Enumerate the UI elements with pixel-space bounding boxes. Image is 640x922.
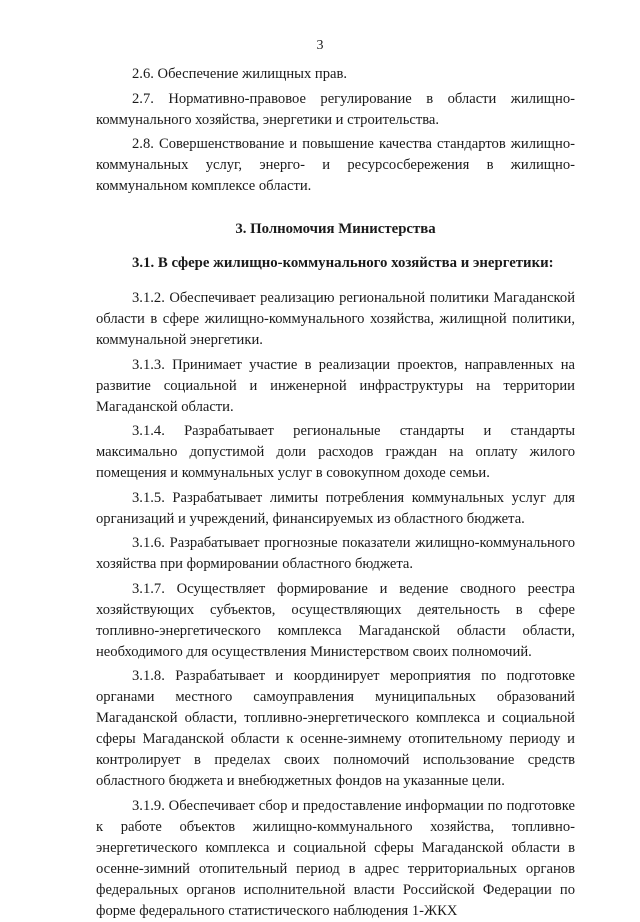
subsection-title: 3.1. В сфере жилищно-коммунального хозяйства и энергетики: xyxy=(132,255,554,271)
clause-3-1-6: 3.1.6. Разрабатывает прогнозные показатели жилищно-коммунального хозяйства при формировании областного бюджета. xyxy=(96,535,575,572)
clause-3-1-7: 3.1.7. Осуществляет формирование и ведение сводного реестра хозяйствующих субъектов, осуществляющих деятельность в сфере топливно-энергетического комплекса Магаданской области области, необходимого для осуществления Министерством своих полномочий. xyxy=(96,580,575,660)
clause-3-1-9: 3.1.9. Обеспечивает сбор и предоставление информации по подготовке к работе объектов жилищно-коммунального хозяйства, топливно-энергетического комплекса и социальной сферы Магаданской области в осенне-зимний отопительный период в адрес территориальных органов федеральных органов исполнительной власти Российской Федерации по форме федерального статистического наблюдения 1-ЖКХ xyxy=(96,797,575,919)
document-body xyxy=(96,64,575,922)
clause-3-1-5: 3.1.5. Разрабатывает лимиты потребления коммунальных услуг для организаций и учреждений, финансируемых из областного бюджета. xyxy=(96,489,575,527)
page-number: 3 xyxy=(316,38,324,53)
paragraph-2-7: 2.7. Нормативно-правовое регулирование в области жилищно-коммунального хозяйства, энергетики и строительства. xyxy=(96,90,575,128)
clause-3-1-4: 3.1.4. Разрабатывает региональные стандарты и стандарты максимально допустимой доли расходов граждан на оплату жилого помещения и коммунальных услуг в совокупном доходе семьи. xyxy=(96,423,575,481)
paragraph-2-8: 2.8. Совершенствование и повышение качества стандартов жилищно-коммунальных услуг, энерго- и ресурсосбережения в жилищно-коммунальном комплексе области. xyxy=(96,136,575,194)
clause-3-1-3: 3.1.3. Принимает участие в реализации проектов, направленных на развитие социальной и инженерной инфраструктуры на территории Магаданской области. xyxy=(96,356,575,415)
paragraph-2-6: 2.6. Обеспечение жилищных прав. xyxy=(132,66,348,82)
clause-3-1-2: 3.1.2. Обеспечивает реализацию региональной политики Магаданской области в сфере жилищно-коммунального хозяйства, жилищной политики, коммунальной энергетики. xyxy=(96,290,575,348)
clause-3-1-8: 3.1.8. Разрабатывает и координирует мероприятия по подготовке органами местного самоуправления муниципальных образований Магаданской области, топливно-энергетического комплекса и социальной сферы Магаданской области к осенне-зимнему отопительному периоду и контролирует в пределах своих полномочий использование средств областного бюджета и внебюджетных фондов на указанные цели. xyxy=(96,668,575,789)
section-title: 3. Полномочия Министерства xyxy=(235,221,436,237)
